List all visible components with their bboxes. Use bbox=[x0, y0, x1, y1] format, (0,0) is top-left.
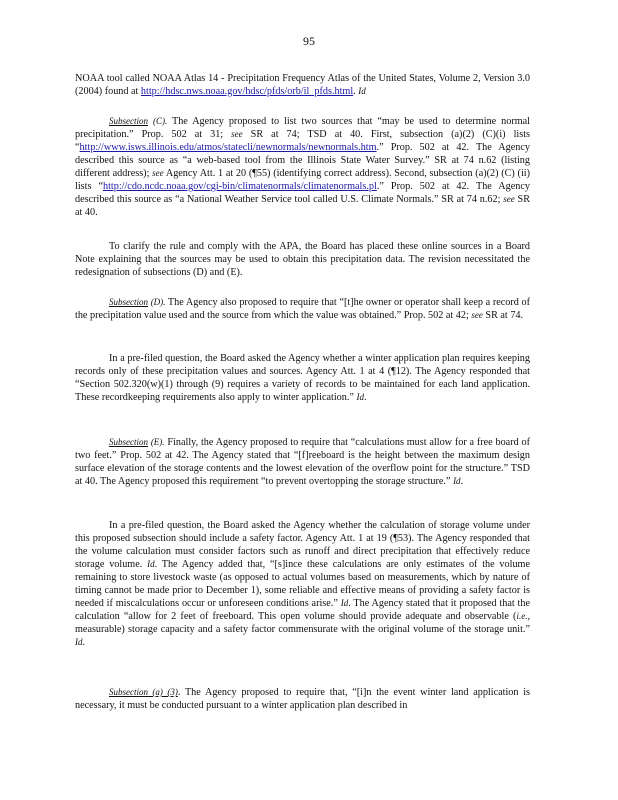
text: Agency Att. 1 at 20 (¶55) (identifying correct address). Second, subsection (a)(2) (C) (ii) lists “ bbox=[75, 168, 530, 192]
paragraph-subsection-c bbox=[75, 115, 530, 219]
text: . bbox=[353, 86, 359, 97]
paragraph-subsection-d bbox=[75, 296, 530, 322]
paragraph-board-note bbox=[75, 240, 530, 279]
subsection-letter: (E). bbox=[150, 437, 165, 447]
subsection-letter: (D). bbox=[150, 297, 166, 307]
isws-normals-link[interactable]: http://www.isws.illinois.edu/atmos/statecli/newnormals/newnormals.htm bbox=[79, 142, 377, 153]
paragraph-subsection-e bbox=[75, 436, 530, 488]
text: NOAA tool called NOAA Atlas 14 - Precipitation Frequency Atlas of the United States, Volume 2, Version 3.0 (2004) found at bbox=[75, 73, 530, 97]
id-citation: Id bbox=[356, 392, 364, 402]
paragraph-subsection-a3 bbox=[75, 686, 530, 712]
text: .” Prop. 502 at 42. The Agency described this source as “a web-based tool from the Illinois State Water Survey.” SR at 74 n.62 (listing different address); bbox=[75, 142, 530, 179]
see-signal: see bbox=[231, 129, 243, 139]
text: In a pre-filed question, the Board asked the Agency whether a winter application plan requires keeping records only of these precipitation values and sources. Agency Att. 1 at 4 (¶12). The Agency responded that “Section 502.320(w)(1) through (9) requires a variety of records to be maintained for each land application. These recordkeeping requirements also apply to winter application.” bbox=[75, 353, 530, 403]
subsection-label: Subsection bbox=[109, 437, 148, 447]
paragraph-safety-factor bbox=[75, 519, 530, 649]
id-citation: Id bbox=[340, 598, 349, 608]
text: . bbox=[363, 392, 367, 403]
text: .” Prop. 502 at 42. The Agency described this source as “a National Weather Service tool called U.S. Climate Normals.” SR at 74 n.62; bbox=[75, 181, 530, 205]
see-signal: see bbox=[503, 194, 515, 204]
id-citation: Id bbox=[147, 559, 155, 569]
text: . The Agency proposed to require that, “[i]n the event winter land application is necessary, it must be conducted pursuant to a winter application plan described in bbox=[75, 687, 531, 711]
ncdc-climate-normals-link[interactable]: http://cdo.ncdc.noaa.gov/cgi-bin/climatenormals/climatenormals.pl bbox=[102, 181, 377, 192]
id-citation: Id bbox=[358, 86, 366, 96]
text: SR at 74. bbox=[482, 310, 524, 321]
subsection-label: Subsection bbox=[109, 116, 148, 126]
text: . bbox=[460, 476, 464, 487]
paragraph-noaa-tool bbox=[75, 72, 530, 98]
text: In a pre-filed question, the Board asked the Agency whether the calculation of storage volume under this proposed subsection should include a safety factor. Agency Att. 1 at 19 (¶53). The Agency responded that the volume calculation must consider factors such as runoff and direct precipitation that effectively reduce storage volume. bbox=[75, 520, 530, 570]
text: . The Agency added that, “[s]ince these calculations are only estimates of the volume remaining to store livestock waste (as opposed to actual volumes based on measurements, which by nature of timing cannot be made prior to December 1), some reliable and effective means of providing a safety factor is needed if miscalculations occur or unforeseen conditions arise.” bbox=[75, 559, 530, 609]
noaa-atlas-link[interactable]: http://hdsc.nws.noaa.gov/hdsc/pfds/orb/il_pfds.html bbox=[140, 86, 354, 97]
subsection-label: Subsection (a) (3) bbox=[109, 687, 178, 697]
text: SR at 40. bbox=[75, 194, 530, 218]
text: SR at 74; TSD at 40. First, subsection (a)(2) (C)(i) lists “ bbox=[75, 129, 530, 153]
ie-abbreviation: i.e. bbox=[516, 611, 528, 621]
subsection-label: Subsection bbox=[109, 297, 148, 307]
text: . The Agency stated that it proposed that the calculation “allow for 2 feet of freeboard. This open volume should provide adequate and observable ( bbox=[75, 598, 530, 622]
page-number: 95 bbox=[303, 34, 315, 48]
text: . bbox=[82, 637, 86, 648]
subsection-letter: (C). bbox=[152, 116, 168, 126]
see-signal: see bbox=[152, 168, 164, 178]
paragraph-recordkeeping-question bbox=[75, 352, 530, 404]
id-citation: Id bbox=[75, 637, 83, 647]
text: , measurable) storage capacity and a safety factor commensurate with the original volume of the storage unit.” bbox=[75, 611, 530, 635]
text: The Agency proposed to list two sources that “may be used to determine normal precipitation.” Prop. 502 at 31; bbox=[75, 116, 530, 140]
see-signal: see bbox=[471, 310, 483, 320]
text: The Agency also proposed to require that “[t]he owner or operator shall keep a record of the precipitation value used and the source from which the value was obtained.” Prop. 502 at 42; bbox=[75, 297, 531, 321]
id-citation: Id bbox=[453, 476, 461, 486]
text: Finally, the Agency proposed to require that “calculations must allow for a free board of two feet.” Prop. 502 at 42. The Agency stated that “[f]reeboard is the height between the maximum design surface elevation of the storage contents and the lowest elevation of the overflow point for the structure.” TSD at 40. The Agency proposed this requirement “to prevent overtopping the storage structure.” bbox=[75, 437, 530, 487]
text: To clarify the rule and comply with the APA, the Board has placed these online sources in a Board Note explaining that the sources may be used to obtain this precipitation data. The revision necessitated the redesignation of subsections (D) and (E). bbox=[75, 241, 530, 278]
